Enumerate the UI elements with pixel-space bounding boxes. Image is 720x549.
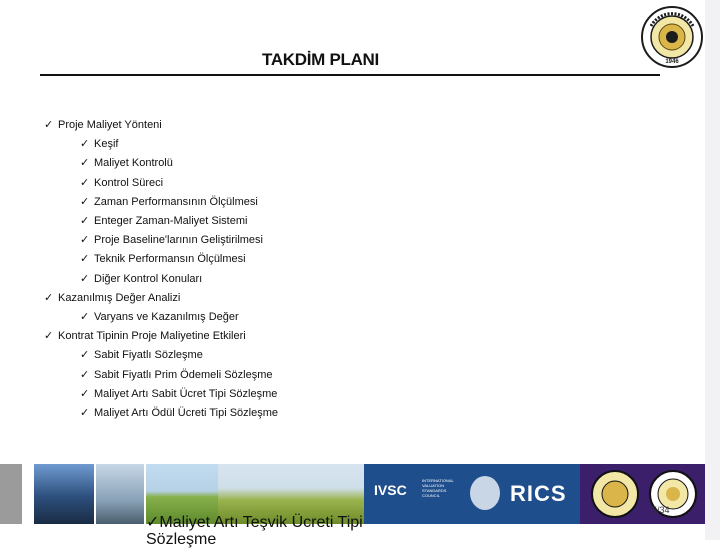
outline-item-sub bbox=[80, 214, 247, 228]
checkmark-icon: ✓ bbox=[44, 291, 54, 304]
overflow-bullet-text: Maliyet Artı Teşvik Ücreti Tipi bbox=[159, 514, 363, 531]
outline-item-text: Varyans ve Kazanılmış Değer bbox=[94, 311, 239, 323]
checkmark-icon: ✓ bbox=[80, 407, 90, 419]
checkmark-icon: ✓ bbox=[44, 119, 54, 131]
overflow-bullet-line1: ✓Maliyet Artı Teşvik Ücreti Tipi bbox=[146, 514, 363, 531]
outline-item-text: Maliyet Artı Sabit Ücret Tipi Sözleşme bbox=[94, 387, 278, 400]
rics-logo: RICS bbox=[510, 481, 567, 506]
city-photo bbox=[34, 464, 94, 524]
outline-item-sub bbox=[80, 176, 163, 190]
checkmark-icon: ✓ bbox=[80, 176, 90, 189]
outline-item-sub bbox=[80, 272, 202, 286]
outline-item-main bbox=[44, 118, 162, 132]
checkmark-icon: ✓ bbox=[80, 138, 90, 151]
ivsc-caption: INTERNATIONAL VALUATION STANDARDS COUNCIL bbox=[422, 478, 454, 498]
outline-item-text: Teknik Performansın Ölçülmesi bbox=[94, 253, 246, 266]
outline-item-text: Sabit Fiyatlı Prim Ödemeli Sözleşme bbox=[94, 368, 273, 381]
checkmark-icon: ✓ bbox=[80, 234, 90, 247]
checkmark-icon: ✓ bbox=[80, 311, 90, 323]
outline-item-sub bbox=[80, 348, 203, 362]
outline-item-text: Keşif bbox=[94, 138, 119, 151]
outline-item-text: Diğer Kontrol Konuları bbox=[94, 272, 203, 285]
outline-item-text: Maliyet Artı Ödül Ücreti Tipi Sözleşme bbox=[94, 407, 279, 419]
outline-item-text: Maliyet Kontrolü bbox=[94, 157, 173, 170]
outline-item-main bbox=[44, 291, 180, 305]
seal-left-icon bbox=[590, 467, 640, 521]
seal-band bbox=[580, 464, 705, 524]
outline-item-main bbox=[44, 329, 246, 343]
checkmark-icon: ✓ bbox=[80, 368, 90, 381]
ivsc-logo: IVSC bbox=[374, 482, 407, 498]
outline-item-sub bbox=[80, 310, 239, 324]
outline-item-sub bbox=[80, 406, 278, 420]
checkmark-icon: ✓ bbox=[80, 195, 90, 208]
outline-item-text: Kontrat Tipinin Proje Maliyetine Etkileri bbox=[58, 330, 246, 343]
university-seal-logo bbox=[641, 6, 703, 68]
outline-item-text: Kontrol Süreci bbox=[94, 176, 164, 189]
outline-item-text: Sabit Fiyatlı Sözleşme bbox=[94, 349, 203, 362]
overflow-bullet-line2: Sözleşme bbox=[146, 531, 217, 548]
outline-item-text: Proje Maliyet Yönteni bbox=[58, 119, 162, 131]
outline-item-sub bbox=[80, 233, 263, 247]
left-gray-strip bbox=[0, 464, 22, 524]
towers-photo bbox=[96, 464, 144, 524]
page-number: 5/34 bbox=[652, 505, 670, 515]
outline-item-text: Zaman Performansının Ölçülmesi bbox=[94, 195, 258, 208]
rics-lion-icon bbox=[470, 476, 500, 510]
outline-item-sub bbox=[80, 368, 273, 382]
outline-item-sub bbox=[80, 387, 277, 401]
checkmark-icon: ✓ bbox=[80, 157, 90, 170]
checkmark-icon: ✓ bbox=[80, 349, 90, 362]
right-edge-bar bbox=[705, 0, 720, 540]
checkmark-icon: ✓ bbox=[80, 215, 90, 227]
checkmark-icon: ✓ bbox=[44, 330, 54, 343]
outline-item-sub bbox=[80, 156, 173, 170]
org-logo-band bbox=[364, 464, 580, 524]
outline-item-text: Kazanılmış Değer Analizi bbox=[58, 291, 181, 304]
title: TAKDİM PLANI bbox=[262, 50, 379, 69]
outline-item-text: Proje Baseline'larının Geliştirilmesi bbox=[94, 234, 263, 247]
checkmark-icon: ✓ bbox=[80, 253, 90, 266]
outline-item-text: Enteger Zaman-Maliyet Sistemi bbox=[94, 215, 248, 227]
outline-item-sub bbox=[80, 252, 246, 266]
outline-item-sub bbox=[80, 195, 258, 209]
checkmark-icon: ✓ bbox=[80, 387, 90, 400]
title-rule bbox=[40, 74, 660, 76]
outline-item-sub bbox=[80, 137, 118, 151]
checkmark-icon: ✓ bbox=[80, 272, 90, 285]
seal-year: 1946 bbox=[665, 59, 679, 65]
